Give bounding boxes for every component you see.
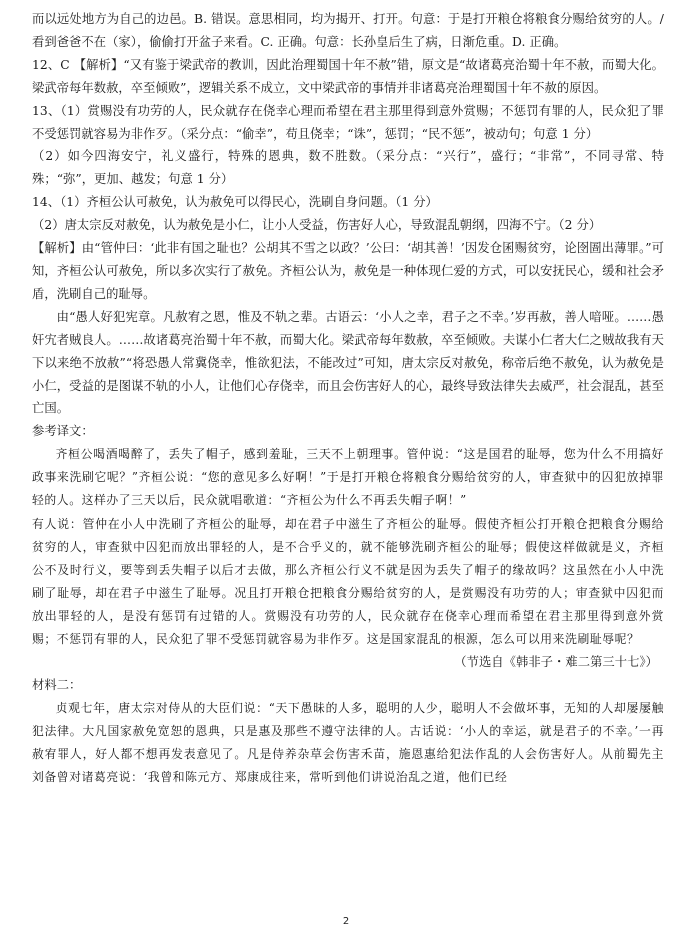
answer-11-continuation: 而以远处地方为自己的边邑。B. 错误。意思相同，均为揭开、打开。句意：于是打开粮仓将粮食分赐给贫穷的人。/看到爸爸不在（家），偷偷打开盆子来看。C. 正确。句意：长孙皇后生了病，日渐危重。D. 正确。: [32, 12, 664, 49]
reference-translation-heading: 参考译文：: [32, 424, 94, 439]
source-citation: （节选自《韩非子・难二第三十七》）: [454, 655, 658, 670]
answer-12: 12、C 【解析】“又有鉴于梁武帝的教训，因此治理蜀国十年不赦”错，原文是“故诸葛亮治蜀十年不赦，而蜀大化。梁武帝每年数赦，卒至倾败”，逻辑关系不成立，文中梁武帝的事情并非诸葛亮治理蜀国十年不赦的原因。: [32, 57, 664, 95]
answer-14-analysis-continued: 由“愚人好犯宪章。凡赦宥之恩，惟及不轨之辈。古语云：‘小人之幸，君子之不幸。’岁再赦，善人喑哑。……愚奸宄者贼良人。……故诸葛亮治蜀十年不赦，而蜀大化。梁武帝每年数赦，卒至倾败。夫谋小仁者大仁之贼故我有天下以来绝不放赦”“将恐愚人常冀侥幸，惟欲犯法，不能改过”可知，唐太宗反对赦免，称帝后绝不赦免，认为赦免是小仁，受益的是图谋不轨的小人，让他们心存侥幸，而且会伤害好人的心，最终导致法律失去威严，社会混乱，甚至亡国。: [32, 309, 664, 416]
answer-13-part-2: （2）如今四海安宁，礼义盛行，特殊的恩典，数不胜数。（采分点：“兴行”，盛行；“非常”，不同寻常、特殊；“弥”，更加、越发；句意 1 分）: [32, 149, 664, 187]
page-number: 2: [342, 916, 350, 927]
material-two-heading: 材料二：: [32, 677, 82, 692]
translation-paragraph-1: 齐桓公喝酒喝醉了，丢失了帽子，感到羞耻，三天不上朝理事。管仲说：“这是国君的耻辱，您为什么不用搞好政事来洗刷它呢？”齐桓公说：“您的意见多么好啊！”于是打开粮仓将粮食分赐给贫穷的人，审查狱中的囚犯放掉罪轻的人。这样办了三天以后，民众就唱歌道：“齐桓公为什么不再丢失帽子啊！”: [32, 447, 664, 508]
answer-13-part-1: 13、（1）赏赐没有功劳的人，民众就存在侥幸心理而希望在君主那里得到意外赏赐；不惩罚有罪的人，民众犯了罪不受惩罚就容易为非作歹。（采分点：“偷幸”，苟且侥幸；“诛”，惩罚；“民不惩”，被动句；句意 1 分）: [32, 103, 664, 141]
answer-14-part-1: 14、（1）齐桓公认可赦免，认为赦免可以得民心，洗刷自身问题。（1 分）: [32, 195, 438, 210]
answer-14-analysis: 【解析】由“管仲曰：‘此非有国之耻也？公胡其不雪之以政？’公曰：‘胡其善！’因发仓囷赐贫穷，论囹圄出薄罪。”可知，齐桓公认可赦免，所以多次实行了赦免。齐桓公认为，赦免是一种体现仁爱的方式，可以安抚民心，缓和社会矛盾，洗刷自己的耻辱。: [32, 241, 664, 301]
translation-paragraph-2: 有人说：管仲在小人中洗刷了齐桓公的耻辱，却在君子中滋生了齐桓公的耻辱。假使齐桓公打开粮仓把粮食分赐给贫穷的人，审查狱中囚犯而放出罪轻的人，是不合乎义的，就不能够洗刷齐桓公的耻辱；假使这样做就是义，齐桓公不及时行义，要等到丢失帽子以后才去做，那么齐桓公行义不就是因为丢失了帽子的缘故吗？这虽然在小人中洗刷了耻辱，却在君子中滋生了耻辱。况且打开粮仓把粮食分赐给贫穷的人，是赏赐没有功劳的人；审查狱中囚犯而放出罪轻的人，是没有惩罚有过错的人。赏赐没有功劳的人，民众就存在侥幸心理而希望在君主那里得到意外赏赐；不惩罚有罪的人，民众犯了罪不受惩罚就容易为非作歹。这是国家混乱的根源，怎么可以用来洗刷耻辱呢？: [32, 516, 664, 646]
translation-paragraph-3: 贞观七年，唐太宗对侍从的大臣们说：“天下愚昧的人多，聪明的人少，聪明人不会做坏事，无知的人却屡屡触犯法律。大凡国家赦免宽恕的恩典，只是惠及那些不遵守法律的人。古话说：‘小人的幸运，就是君子的不幸。’一再赦宥罪人，好人都不想再发表意见了。凡是侍养杂草会伤害禾苗，施恩惠给犯法作乱的人会伤害好人。从前蜀先主刘备曾对诸葛亮说：‘我曾和陈元方、郑康成往来，常听到他们讲说治乱之道，他们已经: [32, 700, 664, 785]
document-body: [32, 8, 664, 789]
answer-14-part-2: （2）唐太宗反对赦免，认为赦免是小仁，让小人受益，伤害好人心，导致混乱朝纲，四海不宁。（2 分）: [32, 218, 602, 233]
